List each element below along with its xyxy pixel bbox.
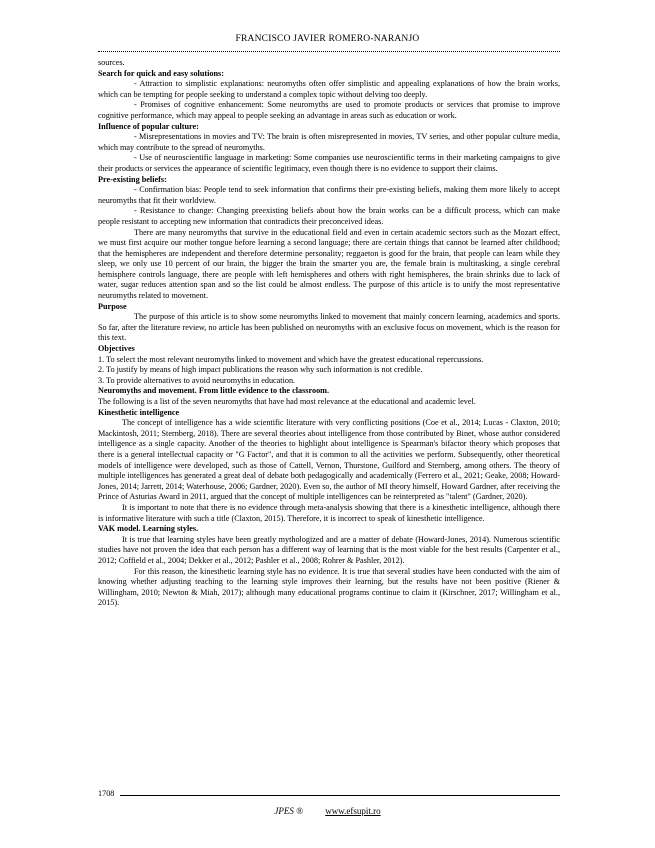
section-heading: Search for quick and easy solutions: xyxy=(98,68,224,78)
paragraph: The purpose of this article is to show some neuromyths linked to movement that mainly concern learning, academics and sports. So far, after the literature review, no article has been published on neuromyths with an exclusive focus on movement, which is the reason for this text. xyxy=(98,312,560,343)
section-heading: Influence of popular culture: xyxy=(98,121,199,131)
section-heading: Pre-existing beliefs: xyxy=(98,174,167,184)
journal-url[interactable]: www.efsupit.ro xyxy=(325,806,381,816)
section-heading: Neuromyths and movement. From little evidence to the classroom. xyxy=(98,386,330,396)
paragraph: It is true that learning styles have been greatly mythologized and are a matter of debate (Howard-Jones, 2014). Numerous scientific studies have not proven the idea that each person has a different way of learning that is the most viable for the best results (Carpenter et al., 2012; Coffield et al., 2004; Dekker et al., 2012; Pashler et al., 2008; Rohrer & Pashler, 2012). xyxy=(98,534,560,565)
journal-name: JPES ® xyxy=(274,806,303,816)
section-heading: Purpose xyxy=(98,301,127,311)
paragraph: - Misrepresentations in movies and TV: The brain is often misrepresented in movies, TV series, and other popular culture media, which may contribute to the spread of neuromyths. xyxy=(98,132,560,152)
paragraph: 1. To select the most relevant neuromyths linked to movement and which have the greatest educational repercussions. xyxy=(98,354,484,364)
paragraph: - Use of neuroscientific language in marketing: Some companies use neuroscientific terms in their marketing campaigns to give their products or services the appearance of scientific legitimacy, even though there is no evidence to support their claims. xyxy=(98,153,560,173)
footer-divider xyxy=(120,795,560,796)
paragraph: It is important to note that there is no evidence through meta-analysis showing that there is a kinesthetic intelligence, although there is informative literature with such a title (Claxton, 2015). Therefore, it is incorrect to speak of kinesthetic intelligence. xyxy=(98,502,560,523)
paragraph: For this reason, the kinesthetic learning style has no evidence. It is true that several studies have been conducted with the aim of knowing whether adjusting teaching to the learning style improves their learning, but the results have not been positive (Riener & Willingham, 2010; Newton & Miah, 2017); although many educational programs continue to claim it (Kirschner, 2017; Willingham et al., 2015). xyxy=(98,566,560,608)
paragraph: 2. To justify by means of high impact publications the reason why such information is not credible. xyxy=(98,365,423,375)
section-heading: Kinesthetic intelligence xyxy=(98,407,180,417)
paragraph: 3. To provide alternatives to avoid neuromyths in education. xyxy=(98,375,296,385)
page-number: 1708 xyxy=(98,789,115,798)
paragraph: The following is a list of the seven neuromyths that have had most relevance at the educational and academic level. xyxy=(98,397,476,406)
paragraph: The concept of intelligence has a wide scientific literature with very conflicting positions (Coe et al., 2014; Lucas - Claxton, 2010; Mackintosh, 2011; Sternberg, 2018). There are several theories about intelligence from those contributed by Binet, whose author considered intelligence as a single capacity. Another of the theories to highlight about intelligence is Spearman's bifactor theory which proposes that there is a general intellectual capacity or "G Factor", and that it is common to all the activities we perform. Subsequently, other theoretical models of intelligence were developed, such as those of Cattell, Vernon, Thurstone, Guilford and Sternberg, among others. The theory of multiple intelligences has generated a great deal of debate both pedagogically and academically (Ferrero et al., 2021; Geake, 2008; Howard-Jones, 2014; Jarrett, 2014; Waterhouse, 2006; Gardner, 2020). Even so, the author of MI theory himself, Howard Gardner, after receiving the Prince of Asturias Award in 2011, argued that the concept of multiple intelligences can be reinterpreted as "talent" (Gardner, 2020). xyxy=(98,418,560,502)
journal-footer xyxy=(0,806,655,816)
paragraph: There are many neuromyths that survive in the educational field and even in certain academic sectors such as the Mozart effect, we must first acquire our mother tongue before learning a second language; there are certain things that cannot be learned after childhood; that the hemispheres are independent and therefore determine personality; reggaeton is good for the brain, that people can learn while they sleep, we only use 10 percent of our brain, the bigger the brain the smarter you are, the female brain is multitasking, a single cerebral hemisphere controls language, there are people with left hemispheres and others with right hemispheres, the brain shrinks due to lack of water, sugar reduces attention span and so the list could be almost endless. The purpose of this article is to unify the most representative neuromyths related to movement. xyxy=(98,227,560,301)
paragraph: sources. xyxy=(98,58,125,67)
article-body xyxy=(98,58,560,609)
paragraph: - Attraction to simplistic explanations: neuromyths often offer simplistic and appealing explanations of how the brain works, which can be tempting for people seeking to understand a complex topic without delving too deeply. xyxy=(98,79,560,99)
paragraph: - Promises of cognitive enhancement: Some neuromyths are used to promote products or services that promise to improve cognitive performance, which may appeal to people seeking an advantage in areas such as education or work. xyxy=(98,100,560,120)
paragraph: - Confirmation bias: People tend to seek information that confirms their pre-existing beliefs, making them more likely to accept neuromyths that fit their worldview. xyxy=(98,185,560,205)
section-heading: Objectives xyxy=(98,344,135,354)
running-header-author: FRANCISCO JAVIER ROMERO-NARANJO xyxy=(235,34,420,44)
paragraph: - Resistance to change: Changing preexisting beliefs about how the brain works can be a difficult process, which can make people resistant to accepting new information that contradicts their preconceived ideas. xyxy=(98,206,560,226)
header-divider xyxy=(98,51,560,52)
section-heading: VAK model. Learning styles. xyxy=(98,524,199,534)
